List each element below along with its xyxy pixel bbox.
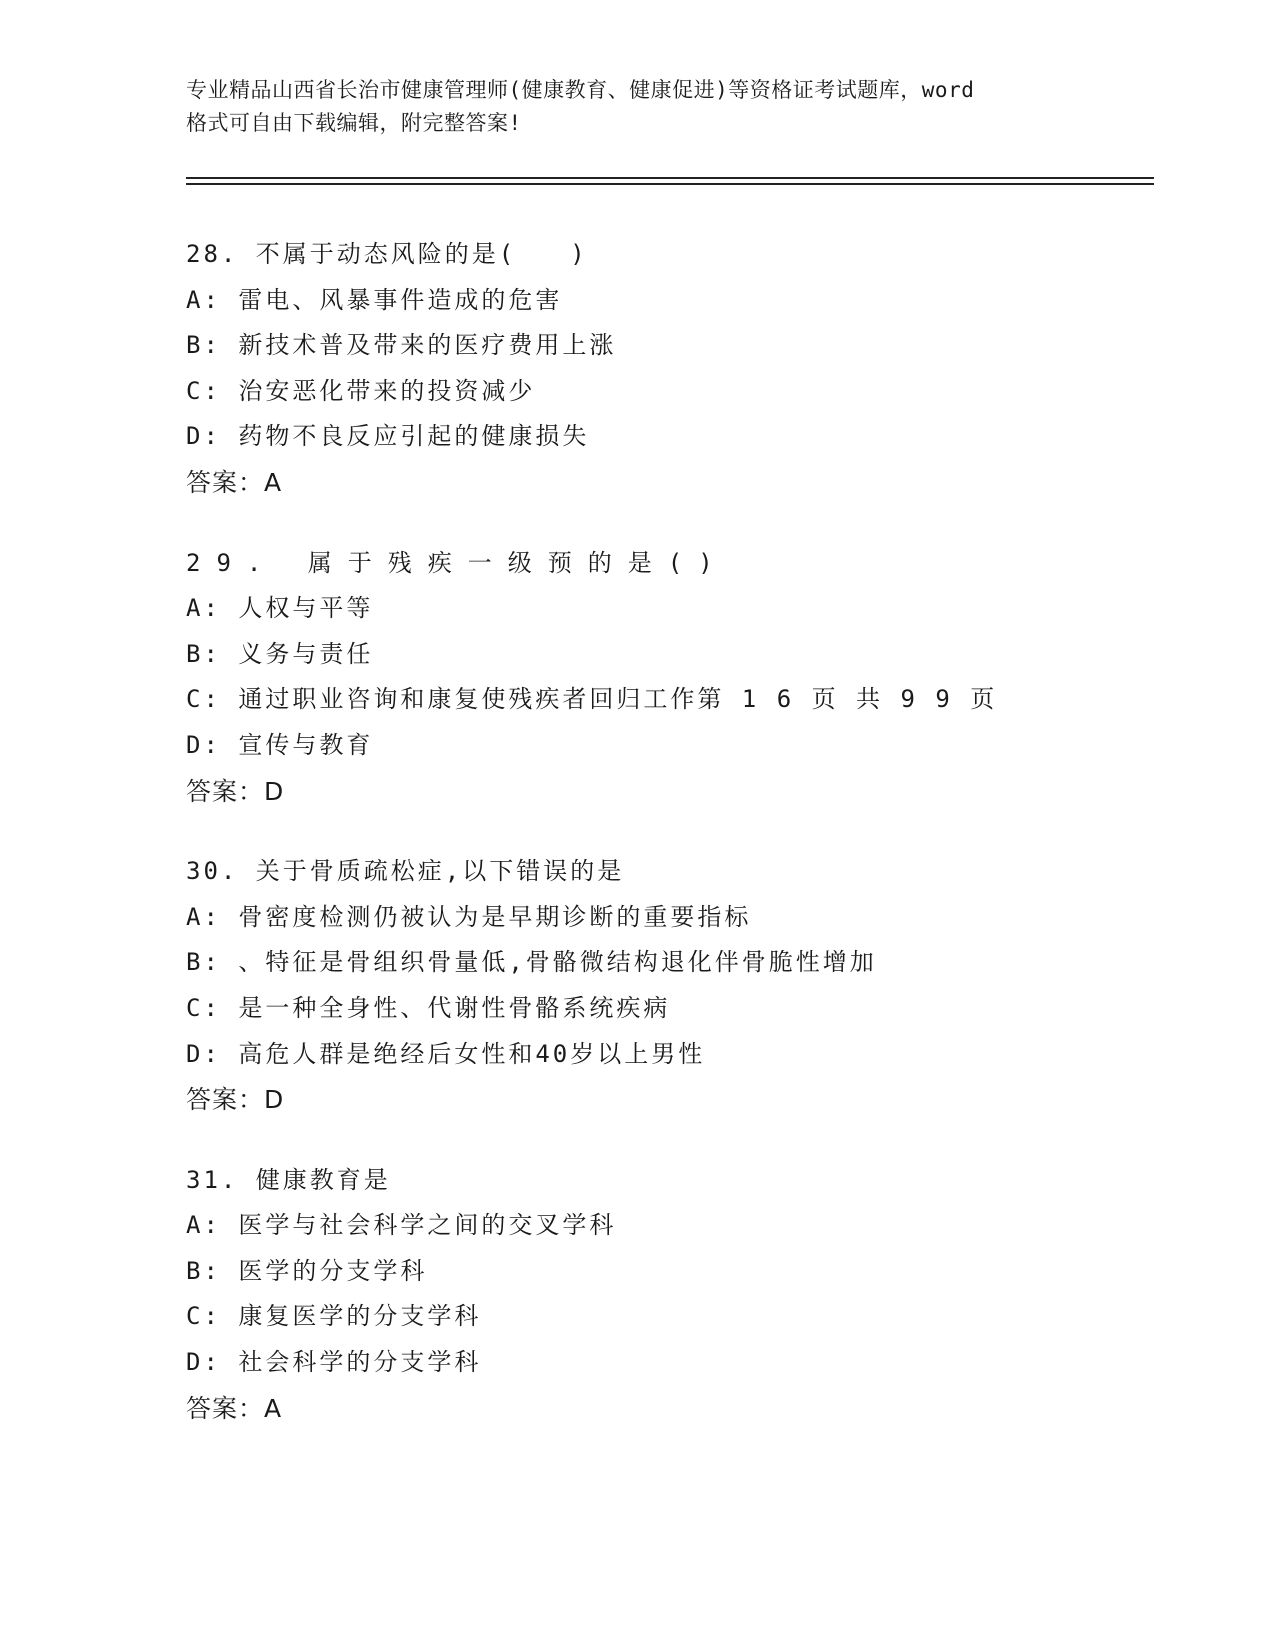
option-d: D: 宣传与教育	[186, 730, 374, 759]
header-rule-top	[186, 177, 1154, 179]
question-28	[186, 232, 1166, 506]
answer: 答案：D	[186, 776, 285, 806]
answer: 答案：D	[186, 1085, 285, 1115]
header-rule-bottom	[186, 183, 1154, 185]
option-a: A: 骨密度检测仍被认为是早期诊断的重要指标	[186, 902, 752, 931]
option-a: A: 雷电、风暴事件造成的危害	[186, 285, 563, 314]
question-stem: 28. 不属于动态风险的是( )	[186, 240, 588, 268]
question-30	[186, 849, 1166, 1123]
option-a: A: 医学与社会科学之间的交叉学科	[186, 1211, 617, 1240]
option-c: C: 治安恶化带来的投资减少	[186, 376, 536, 405]
option-d: D: 药物不良反应引起的健康损失	[186, 422, 590, 451]
option-b: B: 新技术普及带来的医疗费用上涨	[186, 331, 617, 360]
answer: 答案：A	[186, 1393, 283, 1423]
question-stem: 31. 健康教育是	[186, 1165, 391, 1194]
option-d: D: 高危人群是绝经后女性和40岁以上男性	[186, 1039, 706, 1068]
option-b: B: 义务与责任	[186, 639, 374, 668]
document-header	[186, 74, 1086, 140]
question-stem: 30. 关于骨质疏松症,以下错误的是	[186, 857, 625, 886]
header-line-1: 专业精品山西省长治市健康管理师(健康教育、健康促进)等资格证考试题库，word	[186, 78, 975, 102]
option-d: D: 社会科学的分支学科	[186, 1348, 482, 1377]
question-stem: 29. 属于残疾一级预的是()	[186, 548, 729, 577]
option-c: C: 康复医学的分支学科	[186, 1302, 482, 1331]
option-a: A: 人权与平等	[186, 594, 374, 623]
answer: 答案：A	[186, 467, 283, 497]
option-b: B: 医学的分支学科	[186, 1256, 428, 1285]
option-c: C: 是一种全身性、代谢性骨骼系统疾病	[186, 993, 671, 1022]
header-line-2: 格式可自由下载编辑，附完整答案!	[186, 111, 522, 135]
question-29	[186, 541, 1166, 815]
question-31	[186, 1158, 1166, 1432]
option-c: C: 通过职业咨询和康复使残疾者回归工作第 1 6 页 共 9 9 页	[186, 685, 998, 714]
option-b: B: 、特征是骨组织骨量低,骨骼微结构退化伴骨脆性增加	[186, 948, 877, 977]
question-list	[186, 232, 1166, 1466]
